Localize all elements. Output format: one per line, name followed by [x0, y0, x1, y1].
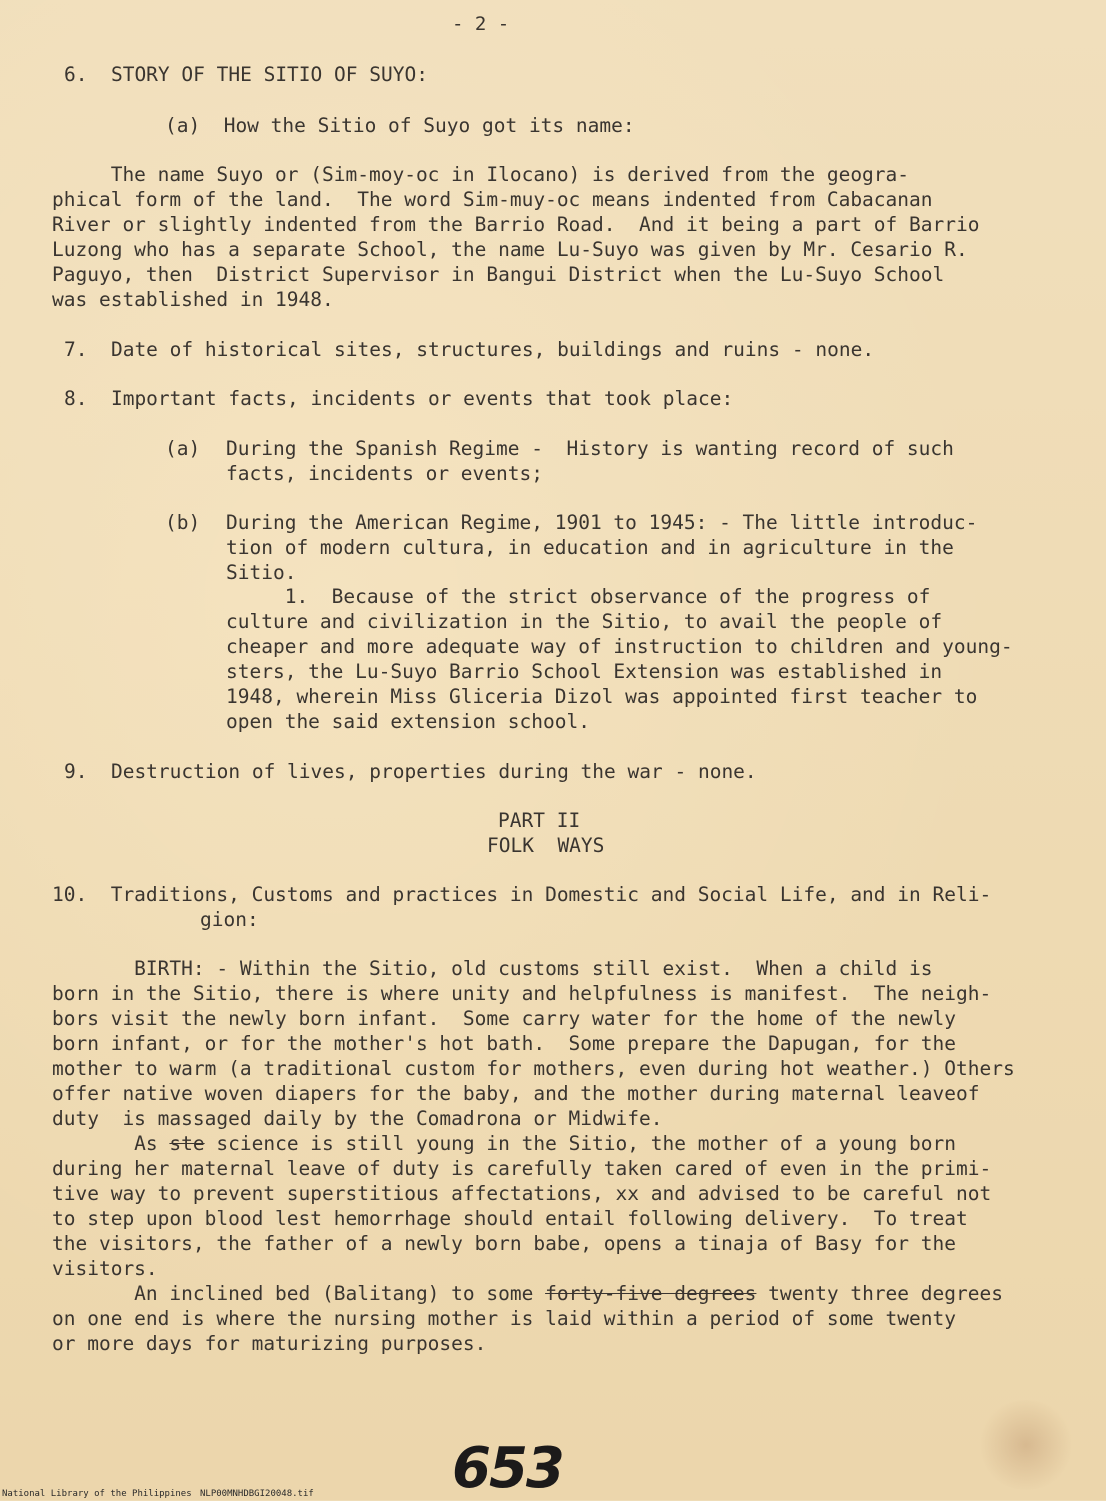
bed-para-first-line: [52, 1281, 1003, 1306]
item-8-b1-line: 1948, wherein Miss Gliceria Dizol was appointed first teacher to: [226, 685, 978, 708]
science-prefix: As: [52, 1132, 170, 1155]
birth-para-line: born infant, or for the mother's hot bath. Some prepare the Dapugan, for the: [52, 1032, 956, 1055]
science-para-line: during her maternal leave of duty is carefully taken cared of even in the primi-: [52, 1157, 992, 1180]
item-8-b-line: During the American Regime, 1901 to 1945: - The little introduc-: [226, 511, 978, 534]
science-para-first-line: [52, 1131, 956, 1156]
birth-para-line: BIRTH: - Within the Sitio, old customs still exist. When a child is: [52, 957, 933, 980]
birth-para-line: bors visit the newly born infant. Some carry water for the home of the newly: [52, 1007, 956, 1030]
item-8-b1-line: cheaper and more adequate way of instruction to children and young-: [226, 635, 1013, 658]
bed-para-line: or more days for maturizing purposes.: [52, 1332, 487, 1355]
page-number: - 2 -: [452, 13, 510, 35]
section-6-para-line: River or slightly indented from the Barrio Road. And it being a part of Barrio: [52, 213, 980, 236]
item-8-b1-line: sters, the Lu-Suyo Barrio School Extension was established in: [226, 660, 943, 683]
section-6-para-line: The name Suyo or (Sim-moy-oc in Ilocano) is derived from the geogra-: [52, 163, 910, 186]
bed-para-line: on one end is where the nursing mother is laid within a period of some twenty: [52, 1307, 956, 1330]
section-6-para-line: was established in 1948.: [52, 288, 334, 311]
section-6-para-line: Luzong who has a separate School, the name Lu-Suyo was given by Mr. Cesario R.: [52, 238, 968, 261]
part-2-subtitle: FOLK WAYS: [487, 834, 605, 857]
section-6-para-line: Paguyo, then District Supervisor in Bangui District when the Lu-Suyo School: [52, 263, 945, 286]
item-9: 9. Destruction of lives, properties during the war - none.: [64, 760, 757, 783]
birth-para-line: duty is massaged daily by the Comadrona or Midwife.: [52, 1107, 663, 1130]
footer-library-name: National Library of the Philippines: [2, 1489, 192, 1499]
birth-para-line: mother to warm (a traditional custom for mothers, even during hot weather.) Others: [52, 1057, 1015, 1080]
section-6-para-line: phical form of the land. The word Sim-muy-oc means indented from Cabacanan: [52, 188, 933, 211]
science-para-line: the visitors, the father of a newly born babe, opens a tinaja of Basy for the: [52, 1232, 956, 1255]
item-8-a-label: (a): [165, 437, 201, 460]
item-8-b1-line: open the said extension school.: [226, 710, 590, 733]
science-para-line: visitors.: [52, 1257, 158, 1280]
birth-para-line: born in the Sitio, there is where unity and helpfulness is manifest. The neigh-: [52, 982, 992, 1005]
section-6-heading: 6. STORY OF THE SITIO OF SUYO:: [64, 63, 428, 86]
part-2-title: PART II: [498, 809, 581, 832]
paper-stain: [976, 1400, 1076, 1490]
science-para-line: tive way to prevent superstitious affectations, xx and advised to be careful not: [52, 1182, 992, 1205]
item-8-b1-line: culture and civilization in the Sitio, to avail the people of: [226, 610, 943, 633]
item-8-heading: 8. Important facts, incidents or events that took place:: [64, 387, 734, 410]
item-8-a-line: facts, incidents or events;: [226, 462, 543, 485]
item-8-b-label: (b): [165, 511, 201, 534]
science-suffix: science is still young in the Sitio, the mother of a young born: [204, 1132, 956, 1155]
science-para-line: to step upon blood lest hemorrhage should entail following delivery. To treat: [52, 1207, 968, 1230]
struck-text: forty-five degrees: [545, 1282, 757, 1305]
struck-text: ste: [169, 1132, 205, 1155]
item-8-b-line: Sitio.: [226, 561, 297, 584]
item-8-b-line: tion of modern cultura, in education and in agriculture in the: [226, 536, 954, 559]
item-10-heading-cont: gion:: [200, 908, 259, 931]
handwritten-page-stamp: 653: [452, 1436, 563, 1501]
bed-prefix: An inclined bed (Balitang) to some: [52, 1282, 546, 1305]
bed-suffix: twenty three degrees: [756, 1282, 1003, 1305]
section-6-sub-a: (a) How the Sitio of Suyo got its name:: [165, 114, 635, 137]
item-10-heading: 10. Traditions, Customs and practices in Domestic and Social Life, and in Reli-: [52, 883, 992, 906]
item-7: 7. Date of historical sites, structures, buildings and ruins - none.: [64, 338, 875, 361]
item-8-a-line: During the Spanish Regime - History is wanting record of such: [226, 437, 954, 460]
birth-para-line: offer native woven diapers for the baby, and the mother during maternal leaveof: [52, 1082, 980, 1105]
footer-file-name: NLP00MNHDBGI20048.tif: [200, 1489, 314, 1499]
item-8-b1-line: 1. Because of the strict observance of the progress of: [226, 585, 931, 608]
